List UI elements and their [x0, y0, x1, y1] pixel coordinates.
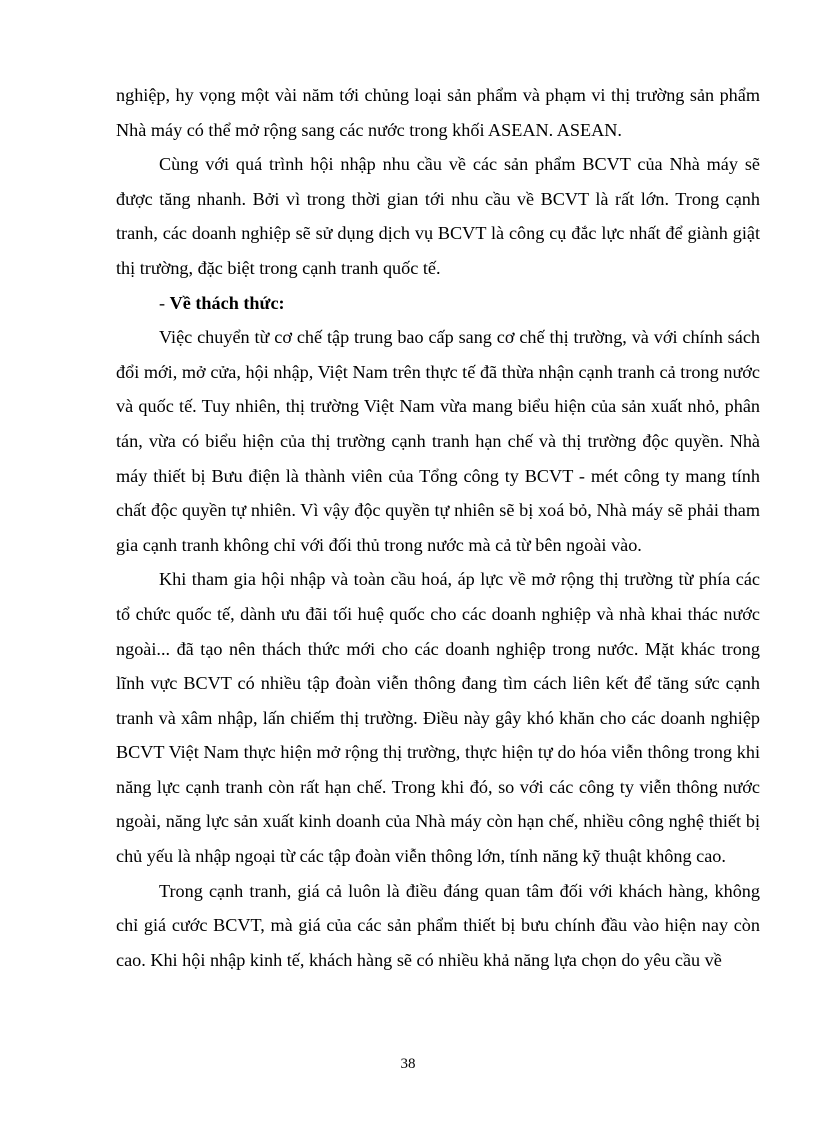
paragraph-2: Cùng với quá trình hội nhập nhu cầu về các sản phẩm BCVT của Nhà máy sẽ được tăng nhanh. Bởi vì trong thời gian tới nhu cầu về BCVT là rất lớn. Trong cạnh tranh, các doanh nghiệp sẽ sử dụng dịch vụ BCVT là công cụ đắc lực nhất để giành giật thị trường, đặc biệt trong cạnh tranh quốc tế. [116, 154, 760, 278]
document-body [116, 78, 760, 977]
paragraph-4: Khi tham gia hội nhập và toàn cầu hoá, áp lực về mở rộng thị trường từ phía các tổ chức quốc tế, dành ưu đãi tối huệ quốc cho các doanh nghiệp và nhà khai thác nước ngoài... đã tạo nên thách thức mới cho các doanh nghiệp trong nước. Mặt khác trong lĩnh vực BCVT có nhiều tập đoàn viễn thông đang tìm cách liên kết để tăng sức cạnh tranh và xâm nhập, lấn chiếm thị trường. Điều này gây khó khăn cho các doanh nghiệp BCVT Việt Nam thực hiện mở rộng thị trường, thực hiện tự do hóa viễn thông trong khi năng lực cạnh tranh còn rất hạn chế. Trong khi đó, so với các công ty viễn thông nước ngoài, năng lực sản xuất kinh doanh của Nhà máy còn hạn chế, nhiều công nghệ thiết bị chủ yếu là nhập ngoại từ các tập đoàn viễn thông lớn, tính năng kỹ thuật không cao. [116, 569, 760, 867]
page-number: 38 [400, 1056, 416, 1072]
paragraph-5: Trong cạnh tranh, giá cả luôn là điều đáng quan tâm đối với khách hàng, không chỉ giá cước BCVT, mà giá của các sản phẩm thiết bị bưu chính đầu vào hiện nay còn cao. Khi hội nhập kinh tế, khách hàng sẽ có nhiều khả năng lựa chọn do yêu cầu về [116, 880, 760, 970]
heading-prefix: - [159, 292, 170, 313]
paragraph-3: Việc chuyển từ cơ chế tập trung bao cấp sang cơ chế thị trường, và với chính sách đổi mới, mở cửa, hội nhập, Việt Nam trên thực tế đã thừa nhận cạnh tranh cả trong nước và quốc tế. Tuy nhiên, thị trường Việt Nam vừa mang biểu hiện của sản xuất nhỏ, phân tán, vừa có biểu hiện của thị trường cạnh tranh hạn chế và thị trường độc quyền. Nhà máy thiết bị Bưu điện là thành viên của Tổng công ty BCVT - mét công ty mang tính chất độc quyền tự nhiên. Vì vậy độc quyền tự nhiên sẽ bị xoá bỏ, Nhà máy sẽ phải tham gia cạnh tranh không chỉ với đối thủ trong nước mà cả từ bên ngoài vào. [116, 327, 760, 555]
paragraph-1: nghiệp, hy vọng một vài năm tới chủng loại sản phẩm và phạm vi thị trường sản phẩm Nhà máy có thể mở rộng sang các nước trong khối ASEAN. ASEAN. [116, 85, 760, 140]
section-heading [116, 286, 760, 321]
heading-label: Về thách thức: [169, 292, 285, 313]
